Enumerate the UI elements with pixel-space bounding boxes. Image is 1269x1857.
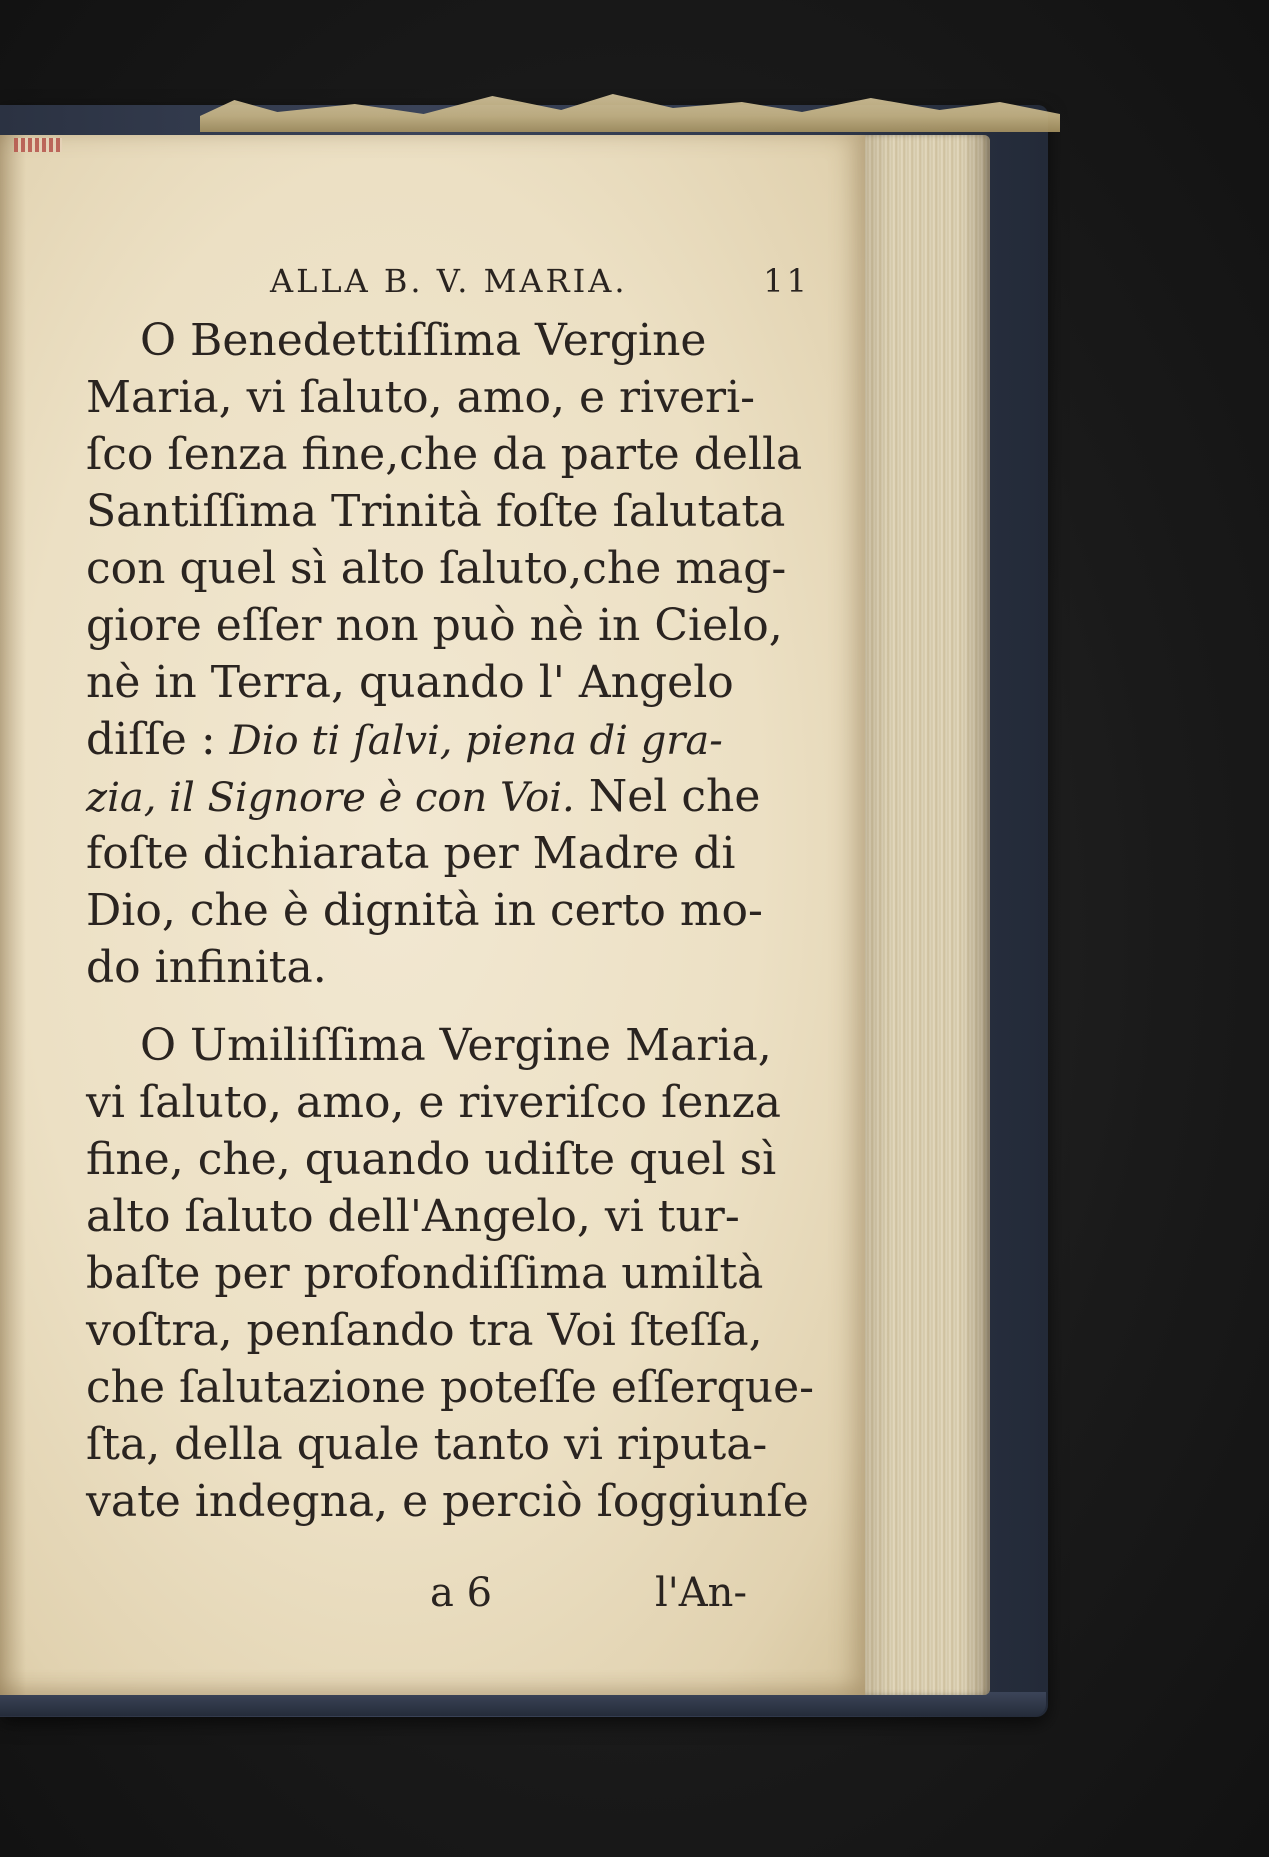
text-line: con quel sì alto ſaluto,che mag- bbox=[86, 543, 787, 594]
text-line: fine, che, quando udiſte quel sì bbox=[86, 1134, 777, 1185]
text-line: voſtra, penſando tra Voi ſteſſa, bbox=[86, 1305, 763, 1356]
text-segment: diſſe : bbox=[86, 714, 216, 765]
quotation-text: Dio ti ſalvi, piena di gra- bbox=[229, 718, 723, 764]
signature-mark: a 6 bbox=[430, 1570, 493, 1616]
text-line: Maria, vi ſaluto, amo, e riveri- bbox=[86, 372, 756, 423]
text-line: vi ſaluto, amo, e riveriſco ſenza bbox=[86, 1077, 782, 1128]
red-edge-mark bbox=[14, 138, 62, 152]
text-line: O Umiliſſima Vergine Maria, bbox=[140, 1020, 772, 1071]
text-line bbox=[86, 714, 723, 765]
text-segment: Nel che bbox=[588, 771, 761, 822]
text-line: Santiſſima Trinità foſte ſalutata bbox=[86, 486, 786, 537]
text-line: ſco ſenza fine,che da parte della bbox=[86, 429, 803, 480]
page-fore-edge-shade bbox=[850, 135, 990, 1695]
quotation-text: zia, il Signore è con Voi. bbox=[86, 775, 575, 821]
text-line: do infinita. bbox=[86, 942, 327, 993]
catchword: l'An- bbox=[655, 1570, 747, 1616]
text-line: Dio, che è dignità in certo mo- bbox=[86, 885, 763, 936]
page-gutter-shadow bbox=[0, 135, 26, 1695]
text-line: O Benedettiſſima Vergine bbox=[140, 315, 707, 366]
text-line: vate indegna, e perciò ſoggiunſe bbox=[86, 1476, 809, 1527]
running-title: ALLA B. V. MARIA. bbox=[270, 262, 628, 300]
text-line bbox=[86, 771, 760, 822]
page-number: 11 bbox=[763, 262, 810, 300]
text-line: baſte per profondiſſima umiltà bbox=[86, 1248, 764, 1299]
book-cover-edge bbox=[0, 1692, 1046, 1716]
text-line: giore eſſer non può nè in Cielo, bbox=[86, 600, 783, 651]
text-line: che ſalutazione poteſſe eſſerque- bbox=[86, 1362, 815, 1413]
text-line: alto ſaluto dell'Angelo, vi tur- bbox=[86, 1191, 740, 1242]
text-line: nè in Terra, quando l' Angelo bbox=[86, 657, 734, 708]
text-line: foſte dichiarata per Madre di bbox=[86, 828, 736, 879]
text-line: ſta, della quale tanto vi riputa- bbox=[86, 1419, 768, 1470]
